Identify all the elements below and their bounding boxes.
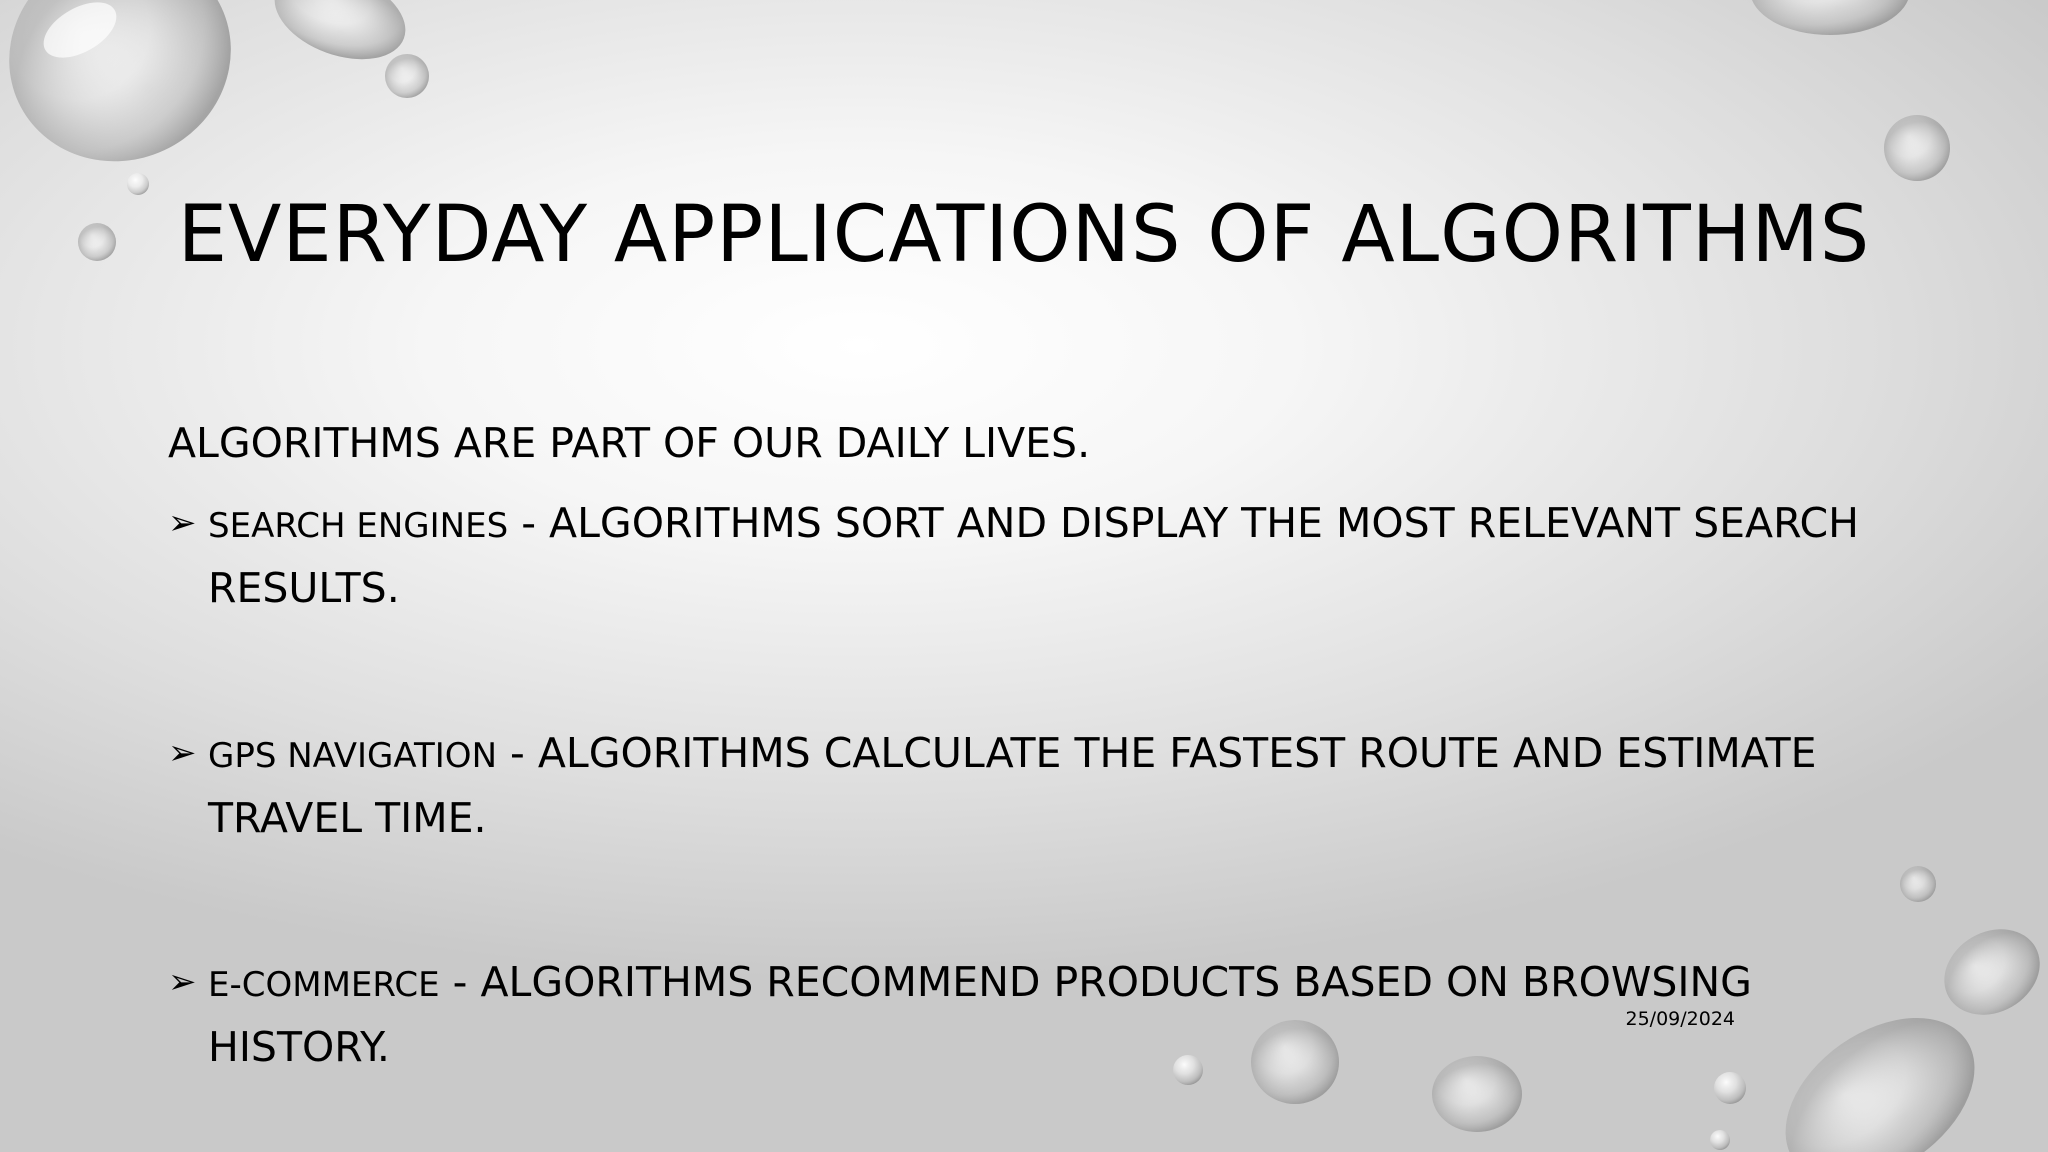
slide-title: EVERYDAY APPLICATIONS OF ALGORITHMS — [177, 190, 1871, 280]
arrow-bullet-icon: ➢ — [168, 503, 197, 543]
bullet-term: SEARCH ENGINES — [208, 506, 509, 546]
droplet-icon — [1750, 0, 1910, 35]
bullet-item-search-engines — [168, 492, 1928, 619]
bullet-item-gps-navigation — [168, 722, 1928, 849]
intro-text: ALGORITHMS ARE PART OF OUR DAILY LIVES. — [168, 419, 1091, 467]
bullet-term: E-COMMERCE — [208, 965, 440, 1005]
bullet-text: ALGORITHMS CALCULATE THE FASTEST ROUTE AND ESTIMATE TRAVEL TIME. — [208, 729, 1817, 842]
bullet-term: GPS NAVIGATION — [208, 736, 497, 776]
droplet-icon — [1710, 1130, 1730, 1150]
arrow-bullet-icon: ➢ — [168, 733, 197, 773]
bullet-separator: - — [497, 729, 538, 777]
bullet-text: ALGORITHMS RECOMMEND PRODUCTS BASED ON BROWSING HISTORY. — [208, 958, 1752, 1071]
slide-body — [168, 412, 1868, 1078]
arrow-bullet-icon: ➢ — [168, 962, 197, 1002]
bullet-separator: - — [439, 958, 481, 1006]
droplet-icon — [1900, 866, 1936, 902]
bullet-separator: - — [508, 499, 550, 547]
droplet-icon — [1884, 115, 1950, 181]
droplet-icon — [0, 0, 266, 197]
bullet-text: ALGORITHMS SORT AND DISPLAY THE MOST RELEVANT SEARCH RESULTS. — [208, 499, 1859, 612]
droplet-icon — [385, 54, 429, 98]
slide-date: 25/09/2024 — [1625, 1008, 1735, 1030]
droplet-icon — [1929, 912, 2048, 1031]
